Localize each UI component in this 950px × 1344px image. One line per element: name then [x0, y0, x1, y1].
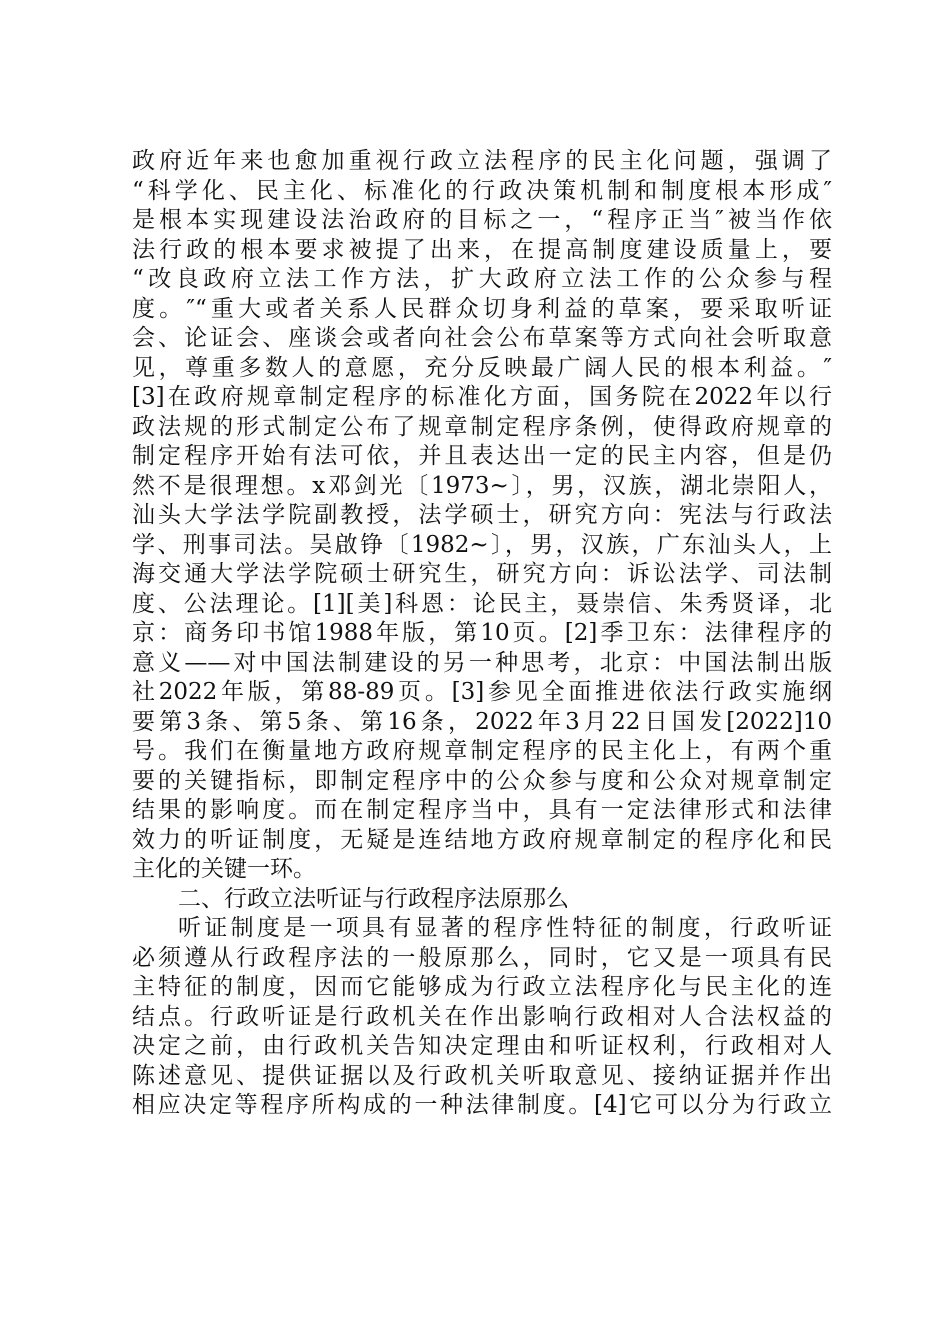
text-line: 制定程序开始有法可依，并且表达出一定的民主内容，但是仍: [132, 443, 832, 469]
text-line: 是根本实现建设法治政府的目标之一，“程序正当″被当作依: [132, 207, 832, 233]
text-line: 政法规的形式制定公布了规章制定程序条例，使得政府规章的: [132, 413, 832, 440]
text-line: 号。我们在衡量地方政府规章制定程序的民主化上，有两个重: [132, 738, 832, 764]
text-line: 政府近年来也愈加重视行政立法程序的民主化问题，强调了: [132, 148, 832, 174]
text-line: 社2022年版，第88-89页。[3]参见全面推进依法行政实施纲: [132, 679, 832, 705]
text-line: 度。″“重大或者关系人民群众切身利益的草案，要采取听证: [132, 295, 832, 322]
text-line: 学、刑事司法。吴啟铮〔1982~〕，男，汉族，广东汕头人，上: [132, 531, 832, 558]
text-line: 决定之前，由行政机关告知决定理由和听证权利，行政相对人: [132, 1033, 832, 1059]
text-line: 要的关键指标，即制定程序中的公众参与度和公众对规章制定: [132, 767, 832, 794]
text-line: 主化的关键一环。: [132, 856, 316, 882]
document-body: [132, 147, 832, 1121]
text-line: 相应决定等程序所构成的一种法律制度。[4]它可以分为行政立: [132, 1092, 832, 1118]
text-line: “改良政府立法工作方法，扩大政府立法工作的公众参与程: [132, 266, 832, 292]
text-line: 结点。行政听证是行政机关在作出影响行政相对人合法权益的: [132, 1003, 832, 1030]
text-line: 陈述意见、提供证据以及行政机关听取意见、接纳证据并作出: [132, 1062, 832, 1089]
text-line: 必须遵从行政程序法的一般原那么，同时，它又是一项具有民: [132, 944, 832, 971]
text-line: 然不是很理想。x邓剑光〔1973~〕，男，汉族，湖北崇阳人，: [132, 472, 832, 499]
text-line: [3]在政府规章制定程序的标准化方面，国务院在2022年以行: [132, 384, 832, 410]
text-line: “科学化、民主化、标准化的行政决策机制和制度根本形成″: [132, 177, 832, 204]
text-line: 汕头大学法学院副教授，法学硕士，研究方向：宪法与行政法: [132, 502, 832, 528]
text-line: 意义——对中国法制建设的另一种思考，北京：中国法制出版: [132, 649, 832, 676]
text-line: 听证制度是一项具有显著的程序性特征的制度，行政听证: [178, 915, 832, 941]
text-line: 主特征的制度，因而它能够成为行政立法程序化与民主化的连: [132, 974, 832, 1000]
text-line: 见，尊重多数人的意愿，充分反映最广阔人民的根本利益。″: [132, 354, 832, 381]
text-line: 效力的听证制度，无疑是连结地方政府规章制定的程序化和民: [132, 826, 832, 853]
text-line: 结果的影响度。而在制定程序当中，具有一定法律形式和法律: [132, 797, 832, 823]
text-line: 京：商务印书馆1988年版，第10页。[2]季卫东：法律程序的: [132, 620, 832, 646]
text-line: 海交通大学法学院硕士研究生，研究方向：诉讼法学、司法制: [132, 561, 832, 587]
text-line: 要第3条、第5条、第16条，2022年3月22日国发[2022]10: [132, 708, 832, 735]
section-heading: 二、行政立法听证与行政程序法原那么: [178, 885, 569, 912]
text-line: 会、论证会、座谈会或者向社会公布草案等方式向社会听取意: [132, 325, 832, 351]
text-line: 法行政的根本要求被提了出来，在提高制度建设质量上，要: [132, 236, 832, 263]
text-line: 度、公法理论。[1][美]科恩：论民主，聂崇信、朱秀贤译，北: [132, 590, 832, 617]
